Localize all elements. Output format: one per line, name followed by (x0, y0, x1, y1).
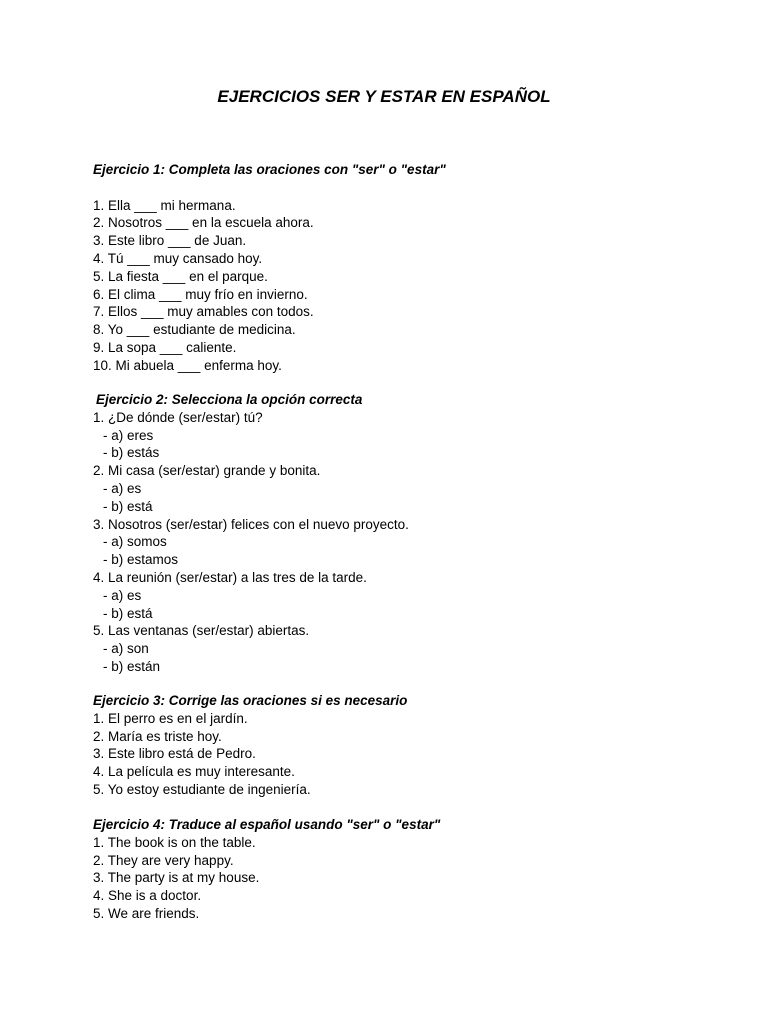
exercise-1-section (93, 161, 446, 375)
exercise-4-item: 3. The party is at my house. (93, 870, 260, 886)
exercise-2-option-b: - b) están (103, 658, 161, 674)
exercise-2-option-b: - b) estás (103, 445, 160, 461)
page-title: EJERCICIOS SER Y ESTAR EN ESPAÑOL (217, 87, 551, 106)
exercise-1-item: 8. Yo ___ estudiante de medicina. (93, 322, 296, 338)
exercise-3-item: 3. Este libro está de Pedro. (93, 746, 256, 762)
exercise-4-section (93, 816, 440, 923)
exercise-4-item: 4. She is a doctor. (93, 888, 202, 904)
exercise-1-heading: Ejercicio 1: Completa las oraciones con "ser" o "estar" (93, 162, 446, 177)
exercise-2-question: 4. La reunión (ser/estar) a las tres de la tarde. (93, 569, 367, 585)
exercise-2-option-a: - a) somos (103, 534, 167, 550)
exercise-2-question: 1. ¿De dónde (ser/estar) tú? (93, 409, 263, 425)
exercise-2-option-b: - b) estamos (103, 552, 179, 568)
exercise-2-question: 3. Nosotros (ser/estar) felices con el nuevo proyecto. (93, 516, 409, 532)
exercise-4-item: 1. The book is on the table. (93, 834, 256, 850)
exercise-2-question: 5. Las ventanas (ser/estar) abiertas. (93, 623, 310, 639)
exercise-2-section (93, 391, 409, 676)
exercise-2-option-a: - a) son (103, 641, 149, 657)
exercise-2-heading: Ejercicio 2: Selecciona la opción correcta (96, 392, 363, 407)
exercise-1-item: 5. La fiesta ___ en el parque. (93, 268, 268, 284)
exercise-1-item: 4. Tú ___ muy cansado hoy. (93, 250, 263, 266)
exercise-3-item: 5. Yo estoy estudiante de ingeniería. (93, 781, 311, 797)
exercise-4-heading: Ejercicio 4: Traduce al español usando "ser" o "estar" (93, 817, 441, 832)
exercise-1-item: 9. La sopa ___ caliente. (93, 339, 237, 355)
exercise-3-item: 4. La película es muy interesante. (93, 764, 295, 780)
exercise-4-item: 5. We are friends. (93, 905, 200, 921)
exercise-4-item: 2. They are very happy. (93, 852, 234, 868)
exercise-1-item: 1. Ella ___ mi hermana. (93, 197, 236, 213)
spacer (93, 179, 446, 197)
exercise-1-item: 6. El clima ___ muy frío en invierno. (93, 286, 308, 302)
exercise-3-item: 2. María es triste hoy. (93, 728, 222, 744)
exercise-2-question: 2. Mi casa (ser/estar) grande y bonita. (93, 463, 321, 479)
exercise-2-option-a: - a) es (103, 480, 142, 496)
exercise-3-heading: Ejercicio 3: Corrige las oraciones si es necesario (93, 693, 408, 708)
exercise-1-item: 7. Ellos ___ muy amables con todos. (93, 304, 314, 320)
exercise-2-option-a: - a) es (103, 587, 142, 603)
exercise-1-item: 10. Mi abuela ___ enferma hoy. (93, 357, 282, 373)
exercise-2-option-b: - b) está (103, 498, 153, 514)
exercise-1-item: 2. Nosotros ___ en la escuela ahora. (93, 215, 314, 231)
exercise-3-section (93, 692, 407, 799)
exercise-2-option-a: - a) eres (103, 427, 154, 443)
exercise-3-item: 1. El perro es en el jardín. (93, 710, 248, 726)
exercise-1-item: 3. Este libro ___ de Juan. (93, 233, 247, 249)
exercise-2-option-b: - b) está (103, 605, 153, 621)
